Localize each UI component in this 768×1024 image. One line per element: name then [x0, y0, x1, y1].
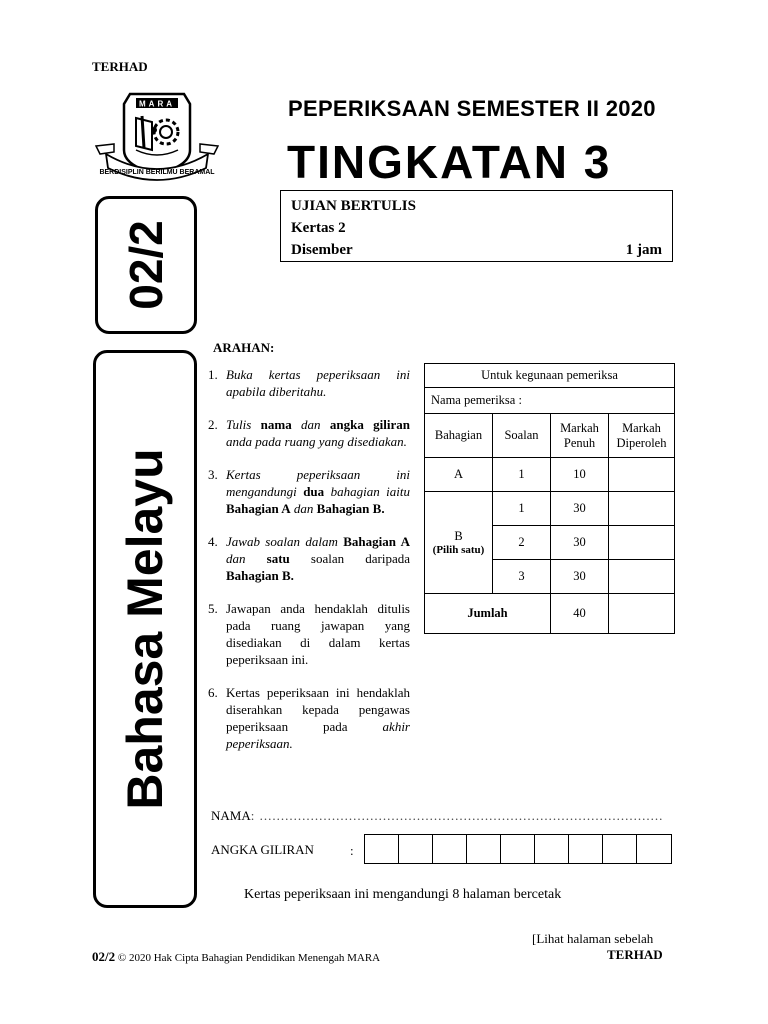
candidate-number-box: [433, 835, 467, 863]
instruction-item: 6. Kertas peperiksaan ini hendaklah diserahkan kepada pengawas peperiksaan pada akhir peperiksaan.: [208, 685, 410, 751]
section-a-question: 1: [493, 458, 551, 492]
candidate-number-box: [467, 835, 501, 863]
total-obtained: [609, 594, 675, 634]
copyright-text: © 2020 Hak Cipta Bahagian Pendidikan Menengah MARA: [117, 952, 381, 964]
section-b-question: 1: [493, 492, 551, 526]
logo-motto: BERDISIPLIN BERILMU BERAMAL: [99, 169, 215, 176]
section-b-full-marks: 30: [551, 526, 609, 560]
instruction-item: 3. Kertas peperiksaan ini mengandungi dua bahagian iaitu Bahagian A dan Bahagian B.: [208, 467, 410, 516]
examiner-marks-table: [424, 363, 675, 634]
section-b-label: B (Pilih satu): [425, 492, 493, 594]
instruction-item: 2. Tulis nama dan angka giliran anda pada ruang yang disediakan.: [208, 417, 411, 449]
section-b-obtained: [609, 560, 675, 594]
header-full-marks: Markah Penuh: [551, 414, 609, 458]
restricted-label-bottom: TERHAD: [607, 947, 663, 962]
instructions-title: ARAHAN:: [213, 340, 275, 355]
name-label: NAMA: [211, 808, 251, 823]
table-title: Untuk kegunaan pemeriksa: [425, 364, 675, 388]
examiner-name-field: Nama pemeriksa :: [425, 388, 675, 414]
candidate-name-field: [211, 808, 663, 824]
candidate-number-box: [569, 835, 603, 863]
instruction-item: 5. Jawapan anda hendaklah ditulis pada ruang jawapan yang disediakan di dalam kertas peperiksaan ini.: [208, 601, 410, 667]
instruction-item: 1. Buka kertas peperiksaan ini apabila diberitahu.: [208, 367, 410, 399]
section-b-obtained: [609, 526, 675, 560]
total-full-marks: 40: [551, 594, 609, 634]
candidate-number-colon: :: [350, 843, 354, 858]
next-page-note: [Lihat halaman sebelah: [532, 931, 654, 946]
section-a-obtained: [609, 458, 675, 492]
instructions-list: [208, 366, 410, 768]
instruction-item: 4. Jawab soalan dalam Bahagian A dan satu soalan daripada Bahagian B.: [208, 534, 410, 583]
exam-month: Disember: [291, 242, 353, 258]
candidate-number-box: [399, 835, 433, 863]
name-dotted-line: : ...............................................................................................: [250, 808, 664, 823]
exam-duration: 1 jam: [625, 242, 662, 258]
section-b-obtained: [609, 492, 675, 526]
candidate-number-box: [501, 835, 535, 863]
section-b-note: (Pilih satu): [432, 544, 485, 556]
candidate-number-box: [535, 835, 569, 863]
candidate-number-boxes: [364, 834, 672, 864]
candidate-number-box: [603, 835, 637, 863]
paper-number: Kertas 2: [291, 220, 346, 236]
subject-box: [93, 350, 197, 908]
header-section: Bahagian: [425, 414, 493, 458]
candidate-number-box: [365, 835, 399, 863]
form-title: TINGKATAN 3: [287, 136, 612, 188]
header-obtained-marks: Markah Diperoleh: [609, 414, 675, 458]
candidate-number-box: [637, 835, 671, 863]
exam-title: PEPERIKSAAN SEMESTER II 2020: [288, 96, 656, 121]
svg-text:MARA: MARA: [139, 99, 175, 109]
total-label: Jumlah: [425, 594, 551, 634]
section-a-label: A: [425, 458, 493, 492]
candidate-number-label: ANGKA GILIRAN: [211, 842, 314, 857]
subject-name: Bahasa Melayu: [117, 448, 173, 810]
section-b-full-marks: 30: [551, 560, 609, 594]
mara-logo: [92, 88, 222, 186]
section-b-question: 2: [493, 526, 551, 560]
section-b-full-marks: 30: [551, 492, 609, 526]
page-count-note: Kertas peperiksaan ini mengandungi 8 halaman bercetak: [244, 887, 562, 902]
footer-copyright: [92, 949, 380, 965]
paper-code-box: [95, 196, 197, 334]
restricted-label-top: TERHAD: [92, 59, 148, 74]
footer-code: 02/2: [92, 949, 116, 964]
section-b-question: 3: [493, 560, 551, 594]
section-a-full-marks: 10: [551, 458, 609, 492]
paper-type: UJIAN BERTULIS: [291, 198, 416, 214]
paper-info-box: [280, 190, 673, 262]
paper-code: 02/2: [120, 220, 172, 310]
header-question: Soalan: [493, 414, 551, 458]
